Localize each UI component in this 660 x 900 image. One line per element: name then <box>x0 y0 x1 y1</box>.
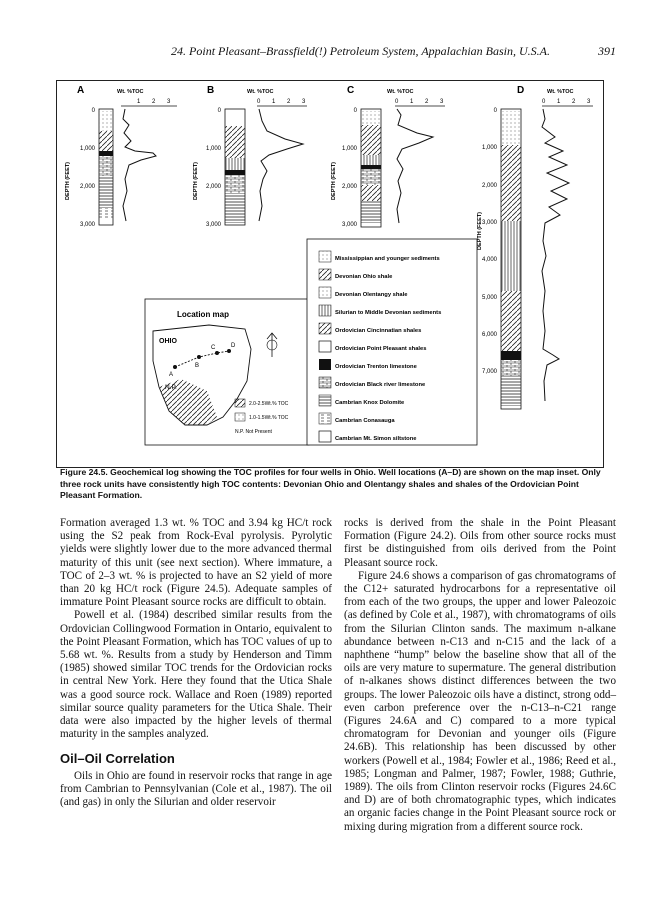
map-well-label: A <box>169 372 174 378</box>
well-b-toc-profile <box>259 109 303 221</box>
well-a-unit-cincinnatian <box>99 131 113 151</box>
well-c-unit-silurian <box>361 155 381 165</box>
well-b-depth-label: DEPTH (FEET) <box>193 162 199 200</box>
well-a-unit-olentangy <box>99 111 113 131</box>
well-d-unit-ohio <box>501 145 521 221</box>
well-d-unit-mississippian <box>501 111 521 145</box>
well-d-unit-cincinnatian <box>501 291 521 351</box>
well-a-tick: 1 <box>137 99 141 105</box>
legend-swatch-silurian <box>319 305 331 316</box>
well-c-depth: 1,000 <box>341 146 357 152</box>
location-map-title: Location map <box>177 310 230 319</box>
well-b-tick: 2 <box>287 99 291 105</box>
well-c-unit-trenton <box>361 165 381 169</box>
well-d-unit-trenton <box>501 351 521 360</box>
well-c-id: C <box>347 85 355 96</box>
well-d-depth-label: DEPTH (FEET) <box>477 212 483 250</box>
well-a-toc-profile <box>123 109 156 221</box>
figure-caption: Figure 24.5. Geochemical log showing the TOC profiles for four wells in Ohio. Well locations (A–D) are shown on the map inset. Only three rock units have consistently high TOC contents: Devonian Ohio and Olentangy shales and shales of the Ordovician Point Pleasant Formation. <box>60 467 601 500</box>
well-c-depth: 0 <box>353 108 357 114</box>
well-c-tick: 3 <box>440 99 444 105</box>
well-c-depth-label: DEPTH (FEET) <box>331 162 337 200</box>
well-d-id: D <box>517 85 525 96</box>
legend-swatch-trenton <box>319 359 331 370</box>
well-c-tick: 0 <box>395 99 399 105</box>
legend-label: Cambrian Mt. Simon siltstone <box>335 436 417 442</box>
legend-swatch-conasauga <box>319 413 331 424</box>
well-c-toc-axis: Wt. %TOC <box>387 89 414 95</box>
well-a-depth: 0 <box>91 108 95 114</box>
map-well-label: B <box>195 363 200 369</box>
well-a <box>65 85 177 228</box>
page-number: 391 <box>598 44 616 58</box>
map-well-label: C <box>211 345 216 351</box>
legend-label: Mississippian and younger sediments <box>335 256 440 262</box>
well-b-depth: 2,000 <box>205 184 221 190</box>
well-b-unit-black-river <box>225 175 245 193</box>
paragraph: Figure 24.6 shows a comparison of gas chromatograms of the C12+ saturated hydrocarbons for a representative oil from each of the two groups, the upper and lower Paleozoic (as defined by Cole et al., 1987), with chromatograms of oils from the Silurian Clinton sands. The maximum n-alkane abundance between n-C13 and n-C15 and the lack of a naphthene “hump” below the baseline show that all of the oils are very mature to supermature. The general distribution of n-alkanes shows distinct differences between the two groups. The lower Paleozoic oils have a distinct, strong odd–even carbon preference over the n-C13–n-C21 range (Figures 24.6A and C) compared to a more typical chromatogram for Devonian and younger oils (Figure 24.6B). This relationship has been discussed by other workers (Powell et al., 1984; Fowler et al., 1986; Reed et al., 1985; Longman and Palmer, 1987; Fowler, 1988; Guthrie, 1989). The oils from Clinton reservoir rocks (Figures 24.6C and D) are of both chromatographic types, which indicates an organic facies change in the Point Pleasant source rock or mixing during migration from a different source rock. <box>344 569 616 833</box>
running-header-title: 24. Point Pleasant–Brassfield(!) Petroleum System, Appalachian Basin, U.S.A. <box>171 44 550 58</box>
well-c-toc-profile <box>397 109 433 223</box>
well-d-toc-axis: Wt. %TOC <box>547 89 574 95</box>
figure-graphic <box>57 81 603 467</box>
well-a-depth: 2,000 <box>79 184 95 190</box>
legend-label: Silurian to Middle Devonian sediments <box>335 310 442 316</box>
well-d-depth: 7,000 <box>481 369 497 375</box>
well-c-tick: 2 <box>425 99 429 105</box>
well-d-depth: 3,000 <box>481 220 497 226</box>
section-heading: Oil–Oil Correlation <box>60 751 175 767</box>
well-b-tick: 1 <box>272 99 276 105</box>
right-column <box>344 517 616 834</box>
map-key-mid: 1.0-1.5Wt.% TOC <box>249 415 289 421</box>
well-a-tick: 3 <box>167 99 171 105</box>
well-b-depth: 1,000 <box>205 146 221 152</box>
well-c-depth: 2,000 <box>341 184 357 190</box>
well-b-id: B <box>207 85 215 96</box>
well-b-unit-trenton <box>225 170 245 175</box>
well-b-depth: 3,000 <box>205 222 221 228</box>
well-d-depth: 1,000 <box>481 145 497 151</box>
well-b-tick: 0 <box>257 99 261 105</box>
well-c-unit-ohio <box>361 125 381 155</box>
well-d-tick: 0 <box>542 99 546 105</box>
paragraph: Oils in Ohio are found in reservoir rocks that range in age from Cambrian to Pennsylvanian (Cole et al., 1987). The oil (and gas) in only the Silurian and older reservoir <box>60 769 332 809</box>
legend-swatch-olentangy <box>319 287 331 298</box>
well-d-depth: 5,000 <box>481 295 497 301</box>
legend-swatch-point-pleasant <box>319 341 331 352</box>
well-d-tick: 2 <box>572 99 576 105</box>
well-a-tick: 2 <box>152 99 156 105</box>
well-a-depth: 3,000 <box>79 222 95 228</box>
legend-label: Ordovician Black river limestone <box>335 382 426 388</box>
legend-frame <box>307 239 477 445</box>
well-b-depth: 0 <box>217 108 221 114</box>
well-a-unit-trenton <box>99 151 113 156</box>
well-b <box>193 85 307 228</box>
well-d-depth: 2,000 <box>481 183 497 189</box>
well-d-depth: 6,000 <box>481 332 497 338</box>
legend-swatch-mississippian <box>319 251 331 262</box>
well-c-unit-cincinnatian <box>361 185 381 201</box>
well-c <box>331 85 445 228</box>
paragraph: Powell et al. (1984) described similar results from the Ordovician Collingwood Formation in Ontario, equivalent to the Point Pleasant Formation, which has TOC values of up to 5.68 wt. %. Results from a study by Henderson and Timm (1985) showed similar TOC trends for the Ordovician rocks in central New York. Here they found that the Utica Shale was a good source rock. Wallace and Roen (1989) reported similar source quality parameters for the Utica Shale. Their data were also impacted by the higher levels of thermal maturity in the samples analyzed. <box>60 609 332 741</box>
running-header <box>0 44 660 60</box>
well-c-unit-black-river <box>361 169 381 185</box>
well-d-depth: 4,000 <box>481 257 497 263</box>
legend-swatch-mt-simon <box>319 431 331 442</box>
well-a-depth: 1,000 <box>79 146 95 152</box>
well-a-depth-label: DEPTH (FEET) <box>65 162 71 200</box>
well-a-unit-conasauga <box>99 208 113 218</box>
legend-label: Cambrian Knox Dolomite <box>335 400 405 406</box>
well-a-unit-black-river <box>99 156 113 176</box>
figure-24-5 <box>56 80 604 468</box>
map-well-label: D <box>231 343 236 349</box>
legend-label: Cambrian Conasauga <box>335 418 395 424</box>
well-c-depth: 3,000 <box>341 222 357 228</box>
well-d-unit-silurian <box>501 221 521 291</box>
well-b-tick: 3 <box>302 99 306 105</box>
legend-swatch-black-river <box>319 377 331 388</box>
map-key-high: 2.0-2.5Wt.% TOC <box>249 401 289 407</box>
well-d-tick: 1 <box>557 99 561 105</box>
well-d-unit-knox <box>501 376 521 406</box>
legend-label: Devonian Ohio shale <box>335 274 393 280</box>
well-b-unit-silurian <box>225 158 245 170</box>
well-a-id: A <box>77 85 85 96</box>
paragraph: rocks is derived from the shale in the Point Pleasant Formation (Figure 24.2). Oils from other source rocks must first be distinguished from oils derived from the Point Pleasant source rock. <box>344 517 616 569</box>
well-a-unit-knox <box>99 176 113 208</box>
well-b-toc-axis: Wt. %TOC <box>247 89 274 95</box>
paragraph: Formation averaged 1.3 wt. % TOC and 3.94 kg HC/t rock using the S2 peak from Rock-Eval pyrolysis. Pyrolytic yields were slightly lower due to the more advanced thermal maturity of this unit (see next section). Where immature, a TOC of 2–3 wt. % is projected to have an S2 yield of more than 20 kg HC/t rock (Figure 24.5). Adequate samples of immature Point Pleasant source rocks are difficult to obtain. <box>60 517 332 609</box>
map-key-swatch-high <box>235 399 245 407</box>
legend-label: Ordovician Trenton limestone <box>335 364 417 370</box>
not-present-label: N.P. <box>165 384 177 391</box>
well-c-tick: 1 <box>410 99 414 105</box>
well-d-depth: 0 <box>493 108 497 114</box>
legend-swatch-knox <box>319 395 331 406</box>
lithology-legend <box>307 239 477 445</box>
left-column <box>60 517 332 809</box>
legend-label: Ordovician Point Pleasant shales <box>335 346 427 352</box>
location-map <box>145 299 309 445</box>
map-key-swatch-mid <box>235 413 245 421</box>
well-d-tick: 3 <box>587 99 591 105</box>
well-d-toc-profile <box>542 109 569 401</box>
map-key-np: N.P. Not Present <box>235 429 272 435</box>
well-a-toc-axis: Wt. %TOC <box>117 89 144 95</box>
legend-swatch-cincinnatian <box>319 323 331 334</box>
well-c-unit-olentangy <box>361 111 381 125</box>
well-d-unit-black-river <box>501 360 521 376</box>
well-b-unit-ohio <box>225 126 245 158</box>
ohio-state-label: OHIO <box>159 338 177 345</box>
well-b-unit-knox <box>225 193 245 223</box>
legend-label: Ordovician Cincinnatian shales <box>335 328 422 334</box>
legend-label: Devonian Olentangy shale <box>335 292 408 298</box>
legend-swatch-ohio <box>319 269 331 280</box>
well-c-unit-knox <box>361 201 381 223</box>
well-d <box>477 85 593 409</box>
